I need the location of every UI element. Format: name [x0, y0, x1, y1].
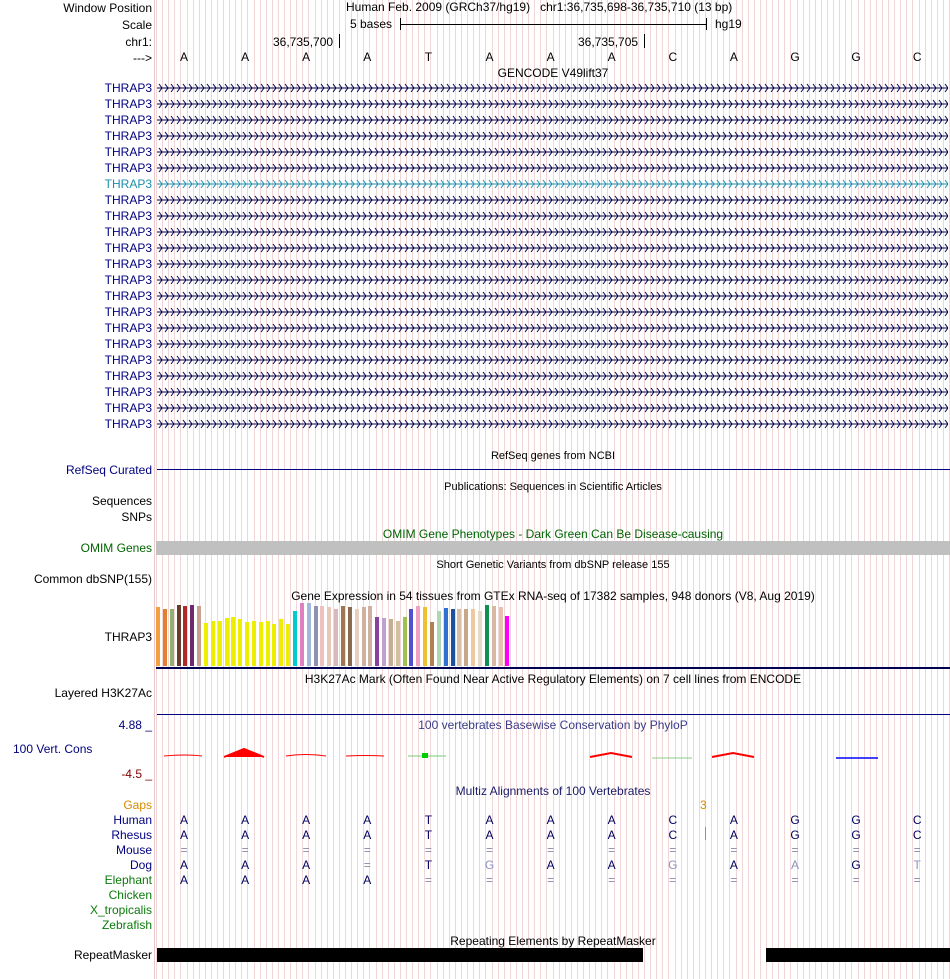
omim-track-label[interactable]: OMIM Genes: [80, 541, 152, 555]
gaps-label: Gaps: [123, 798, 152, 812]
gtex-tissue-bar[interactable]: [231, 617, 235, 666]
aligned-base: =: [852, 843, 860, 857]
gtex-title[interactable]: Gene Expression in 54 tissues from GTEx RNA-seq of 17382 samples, 948 donors (V8, Aug 2019): [291, 589, 815, 603]
gencode-transcript-track[interactable]: [157, 144, 948, 160]
gtex-tissue-bar[interactable]: [430, 622, 434, 666]
ruler-tick-2: 36,735,705: [578, 35, 639, 49]
gencode-transcript-track[interactable]: [157, 256, 948, 272]
reference-base: T: [424, 50, 433, 64]
phylop-plot[interactable]: [156, 745, 950, 761]
aligned-base: C: [912, 828, 922, 842]
gtex-tissue-bar[interactable]: [457, 609, 461, 666]
species-label-rhesus: Rhesus: [111, 828, 152, 842]
aligned-base: =: [424, 843, 432, 857]
gencode-transcript-track[interactable]: [157, 192, 948, 208]
ruler-tick-1: 36,735,700: [273, 35, 334, 49]
gtex-tissue-bar[interactable]: [272, 624, 276, 666]
species-label-x_tropicalis: X_tropicalis: [89, 903, 152, 917]
gencode-transcript-track[interactable]: [157, 272, 948, 288]
reference-base: C: [668, 50, 678, 64]
h3k27ac-track-label[interactable]: Layered H3K27Ac: [54, 686, 152, 700]
track-label-column: [0, 0, 155, 979]
gtex-tissue-bar[interactable]: [471, 609, 475, 666]
species-label-zebrafish: Zebrafish: [101, 918, 152, 932]
gencode-transcript-label[interactable]: THRAP3: [104, 385, 152, 399]
gtex-tissue-bar[interactable]: [362, 607, 366, 666]
aligned-base: =: [791, 843, 799, 857]
gencode-transcript-track[interactable]: [157, 96, 948, 112]
gtex-tissue-bar[interactable]: [348, 607, 352, 666]
gencode-transcript-label[interactable]: THRAP3: [104, 193, 152, 207]
gtex-tissue-bar[interactable]: [293, 611, 297, 666]
gtex-tissue-bar[interactable]: [464, 609, 468, 666]
reference-base: A: [607, 50, 616, 64]
reference-base: C: [912, 50, 922, 64]
reference-base: A: [546, 50, 555, 64]
aligned-base: A: [302, 858, 311, 872]
gencode-transcript-track[interactable]: [157, 112, 948, 128]
gtex-tissue-bar[interactable]: [266, 621, 270, 666]
phylop-peak: [164, 755, 202, 756]
reference-base: A: [179, 50, 188, 64]
aligned-base: =: [913, 873, 921, 887]
gencode-transcript-track[interactable]: [157, 288, 948, 304]
aligned-base: C: [912, 813, 922, 827]
scale-label: Scale: [121, 18, 152, 32]
gtex-tissue-bar[interactable]: [389, 619, 393, 666]
gencode-title[interactable]: GENCODE V49lift37: [497, 66, 609, 80]
gencode-transcript-label[interactable]: THRAP3: [104, 305, 152, 319]
phylop-title[interactable]: 100 vertebrates Basewise Conservation by PhyloP: [418, 718, 688, 732]
aligned-base: A: [607, 858, 616, 872]
species-label-chicken: Chicken: [108, 888, 152, 902]
gencode-transcript-track[interactable]: [157, 128, 948, 144]
gtex-tissue-bar[interactable]: [499, 607, 503, 666]
gencode-transcript-label[interactable]: THRAP3: [104, 337, 152, 351]
phylop-peak: [286, 755, 326, 757]
refseq-title[interactable]: RefSeq genes from NCBI: [490, 450, 616, 462]
aligned-base: =: [485, 843, 493, 857]
gtex-tissue-bar[interactable]: [409, 609, 413, 666]
phylop-peak: [346, 756, 384, 757]
gencode-transcript-track[interactable]: [157, 416, 948, 432]
gencode-transcript-track[interactable]: [157, 176, 948, 192]
gtex-tissue-bar[interactable]: [259, 622, 263, 666]
aligned-base: A: [729, 828, 738, 842]
gtex-tissue-bar[interactable]: [492, 606, 496, 666]
gtex-bar-chart[interactable]: [156, 603, 556, 666]
gtex-tissue-bar[interactable]: [286, 624, 290, 666]
sequences-track-label[interactable]: Sequences: [91, 494, 152, 508]
gtex-tissue-bar[interactable]: [320, 606, 324, 666]
gencode-transcript-label[interactable]: THRAP3: [104, 369, 152, 383]
aligned-base: A: [607, 813, 616, 827]
phylop-mark: [422, 753, 428, 758]
gencode-transcript-track[interactable]: [157, 320, 948, 336]
gtex-tissue-bar[interactable]: [177, 605, 181, 666]
gtex-tissue-bar[interactable]: [451, 609, 455, 666]
aligned-base: =: [730, 873, 738, 887]
repeatmasker-title[interactable]: Repeating Elements by RepeatMasker: [450, 934, 656, 948]
species-label-human: Human: [113, 813, 152, 827]
gtex-tissue-bar[interactable]: [396, 621, 400, 666]
aligned-base: =: [669, 873, 677, 887]
aligned-base: G: [851, 813, 861, 827]
aligned-base: A: [241, 873, 250, 887]
aligned-base: G: [484, 858, 495, 872]
aligned-base: A: [179, 828, 188, 842]
aligned-base: A: [179, 858, 188, 872]
gencode-transcript-label[interactable]: THRAP3: [104, 417, 152, 431]
aligned-base: A: [302, 813, 311, 827]
aligned-base: A: [179, 813, 188, 827]
gencode-transcript-label[interactable]: THRAP3: [104, 257, 152, 271]
aligned-base: A: [729, 813, 738, 827]
aligned-base: G: [851, 858, 861, 872]
gtex-tissue-bar[interactable]: [183, 606, 187, 666]
gencode-transcript-track[interactable]: [157, 352, 948, 368]
h3k27ac-title[interactable]: H3K27Ac Mark (Often Found Near Active Regulatory Elements) on 7 cell lines from ENCODE: [304, 672, 802, 686]
aligned-base: T: [424, 813, 433, 827]
aligned-base: T: [913, 858, 921, 872]
aligned-base: G: [851, 828, 861, 842]
reference-base: A: [485, 50, 494, 64]
gtex-tissue-bar[interactable]: [334, 609, 338, 666]
gencode-transcript-label[interactable]: THRAP3: [104, 289, 152, 303]
phylop-track-label[interactable]: 100 Vert. Cons: [13, 742, 93, 756]
ruler-tick-2-mark: [644, 34, 645, 48]
reference-base: A: [302, 50, 311, 64]
refseq-track-label[interactable]: RefSeq Curated: [65, 463, 152, 477]
repeatmasker-track-label[interactable]: RepeatMasker: [73, 948, 152, 962]
aligned-base: =: [852, 873, 860, 887]
aligned-base: A: [607, 828, 616, 842]
multiz-title[interactable]: Multiz Alignments of 100 Vertebrates: [455, 784, 651, 798]
chrom-label: chr1:: [125, 35, 152, 49]
gtex-tissue-bar[interactable]: [156, 607, 160, 666]
gencode-transcript-label[interactable]: THRAP3: [104, 81, 152, 95]
gap-count: 3: [700, 798, 707, 812]
snps-track-label[interactable]: SNPs: [121, 510, 152, 524]
gtex-tissue-bar[interactable]: [403, 617, 407, 666]
species-label-elephant: Elephant: [104, 873, 152, 887]
gencode-transcript-label[interactable]: THRAP3: [104, 113, 152, 127]
ruler-tick-1-mark: [339, 34, 340, 48]
aligned-base: A: [363, 873, 372, 887]
aligned-base: =: [730, 843, 738, 857]
gencode-transcript-track[interactable]: [157, 400, 948, 416]
aligned-base: T: [424, 858, 433, 872]
window-position-label: Window Position: [63, 1, 152, 15]
gtex-tissue-bar[interactable]: [423, 607, 427, 666]
phylop-peak: [224, 749, 264, 757]
gtex-tissue-bar[interactable]: [204, 623, 208, 666]
gencode-transcript-label[interactable]: THRAP3: [104, 161, 152, 175]
gtex-tissue-bar[interactable]: [307, 603, 311, 666]
gtex-tissue-bar[interactable]: [382, 618, 386, 666]
aligned-base: =: [241, 843, 249, 857]
gtex-tissue-bar[interactable]: [505, 616, 509, 666]
gencode-transcript-label[interactable]: THRAP3: [104, 321, 152, 335]
gtex-tissue-bar[interactable]: [225, 618, 229, 666]
phylop-peak: [712, 753, 754, 757]
aligned-base: A: [546, 813, 555, 827]
gtex-track-label[interactable]: THRAP3: [104, 630, 152, 644]
gtex-tissue-bar[interactable]: [197, 606, 201, 666]
gtex-tissue-bar[interactable]: [190, 605, 194, 666]
aligned-base: A: [546, 828, 555, 842]
phylop-peak: [590, 753, 632, 757]
gencode-transcript-label[interactable]: THRAP3: [104, 401, 152, 415]
aligned-base: A: [729, 858, 738, 872]
gtex-tissue-bar[interactable]: [170, 609, 174, 666]
aligned-base: =: [485, 873, 493, 887]
aligned-base: =: [363, 843, 371, 857]
aligned-base: A: [363, 828, 372, 842]
aligned-base: =: [424, 873, 432, 887]
dbsnp-title[interactable]: Short Genetic Variants from dbSNP release 155: [436, 559, 670, 571]
aligned-base: =: [608, 873, 616, 887]
gencode-transcript-label[interactable]: THRAP3: [104, 209, 152, 223]
publications-title[interactable]: Publications: Sequences in Scientific Articles: [444, 481, 662, 493]
aligned-base: =: [608, 843, 616, 857]
aligned-base: A: [302, 828, 311, 842]
gencode-transcript-label[interactable]: THRAP3: [104, 177, 152, 191]
aligned-base: =: [913, 843, 921, 857]
gencode-transcript-label[interactable]: THRAP3: [104, 145, 152, 159]
gap-marker: [705, 827, 706, 840]
gtex-tissue-bar[interactable]: [252, 621, 256, 666]
aligned-base: =: [180, 843, 188, 857]
gtex-tissue-bar[interactable]: [300, 603, 304, 666]
assembly-text: Human Feb. 2009 (GRCh37/hg19): [346, 0, 531, 14]
h3k27ac-line: [157, 714, 950, 715]
gtex-tissue-bar[interactable]: [163, 609, 167, 666]
db-text: hg19: [715, 17, 742, 31]
gtex-baseline: [156, 667, 950, 669]
aligned-base: =: [669, 843, 677, 857]
aligned-base: A: [485, 813, 494, 827]
gencode-transcript-track[interactable]: [157, 224, 948, 240]
repeat-element-bar[interactable]: [766, 948, 950, 962]
scale-bar: [400, 18, 707, 30]
omim-title[interactable]: OMIM Gene Phenotypes - Dark Green Can Be Disease-causing: [382, 527, 724, 541]
aligned-base: C: [668, 813, 678, 827]
aligned-base: A: [241, 828, 250, 842]
dbsnp-track-label[interactable]: Common dbSNP(155): [33, 572, 152, 586]
gtex-tissue-bar[interactable]: [478, 611, 482, 666]
scale-text: 5 bases: [350, 17, 393, 31]
gtex-tissue-bar[interactable]: [341, 606, 345, 666]
aligned-base: G: [668, 858, 678, 872]
gtex-tissue-bar[interactable]: [416, 606, 420, 666]
aligned-base: C: [668, 828, 678, 842]
gtex-tissue-bar[interactable]: [437, 611, 441, 666]
aligned-base: =: [547, 843, 555, 857]
aligned-base: A: [302, 873, 311, 887]
species-label-dog: Dog: [129, 858, 152, 872]
gtex-tissue-bar[interactable]: [211, 621, 215, 666]
aligned-base: =: [363, 858, 371, 872]
gtex-tissue-bar[interactable]: [368, 606, 372, 666]
gtex-tissue-bar[interactable]: [355, 609, 359, 666]
species-label-mouse: Mouse: [115, 843, 152, 857]
strand-label: --->: [133, 51, 152, 65]
aligned-base: A: [179, 873, 188, 887]
gtex-tissue-bar[interactable]: [327, 607, 331, 666]
gtex-tissue-bar[interactable]: [314, 606, 318, 666]
aligned-base: A: [363, 813, 372, 827]
gencode-transcript-label[interactable]: THRAP3: [104, 273, 152, 287]
aligned-base: =: [791, 873, 799, 887]
gtex-tissue-bar[interactable]: [279, 619, 283, 666]
aligned-base: A: [241, 858, 250, 872]
aligned-base: A: [241, 813, 250, 827]
reference-base: A: [729, 50, 738, 64]
aligned-base: A: [485, 828, 494, 842]
gencode-transcript-track[interactable]: [157, 240, 948, 256]
gencode-transcript-track[interactable]: [157, 304, 948, 320]
aligned-base: T: [424, 828, 433, 842]
gencode-transcript-track[interactable]: [157, 208, 948, 224]
position-text[interactable]: chr1:36,735,698-36,735,710 (13 bp): [540, 0, 733, 14]
repeat-element-bar[interactable]: [157, 948, 643, 962]
omim-feature-bar[interactable]: [156, 541, 950, 555]
phylop-min-label: -4.5 _: [121, 767, 152, 781]
gencode-transcript-track[interactable]: [157, 80, 948, 96]
gencode-transcript-label[interactable]: THRAP3: [104, 225, 152, 239]
gencode-transcript-label[interactable]: THRAP3: [104, 97, 152, 111]
reference-base: G: [790, 50, 800, 64]
gtex-tissue-bar[interactable]: [218, 621, 222, 666]
gtex-tissue-bar[interactable]: [444, 608, 448, 666]
gtex-tissue-bar[interactable]: [485, 605, 489, 666]
refseq-gene-line[interactable]: [157, 469, 950, 470]
phylop-max-label: 4.88 _: [118, 718, 152, 732]
gtex-tissue-bar[interactable]: [238, 619, 242, 666]
aligned-base: G: [790, 828, 800, 842]
aligned-base: G: [790, 813, 800, 827]
gencode-transcript-track[interactable]: [157, 384, 948, 400]
gtex-tissue-bar[interactable]: [375, 617, 379, 666]
aligned-base: =: [547, 873, 555, 887]
aligned-base: A: [790, 858, 799, 872]
gencode-transcript-track[interactable]: [157, 160, 948, 176]
gtex-tissue-bar[interactable]: [245, 622, 249, 666]
reference-base: G: [851, 50, 861, 64]
gencode-transcript-label[interactable]: THRAP3: [104, 129, 152, 143]
gencode-transcript-label[interactable]: THRAP3: [104, 241, 152, 255]
aligned-base: =: [302, 843, 310, 857]
reference-base: A: [363, 50, 372, 64]
gencode-transcript-track[interactable]: [157, 336, 948, 352]
gencode-transcript-track[interactable]: [157, 368, 948, 384]
reference-base: A: [241, 50, 250, 64]
aligned-base: A: [546, 858, 555, 872]
gencode-transcript-label[interactable]: THRAP3: [104, 353, 152, 367]
assembly-title: [346, 0, 732, 15]
